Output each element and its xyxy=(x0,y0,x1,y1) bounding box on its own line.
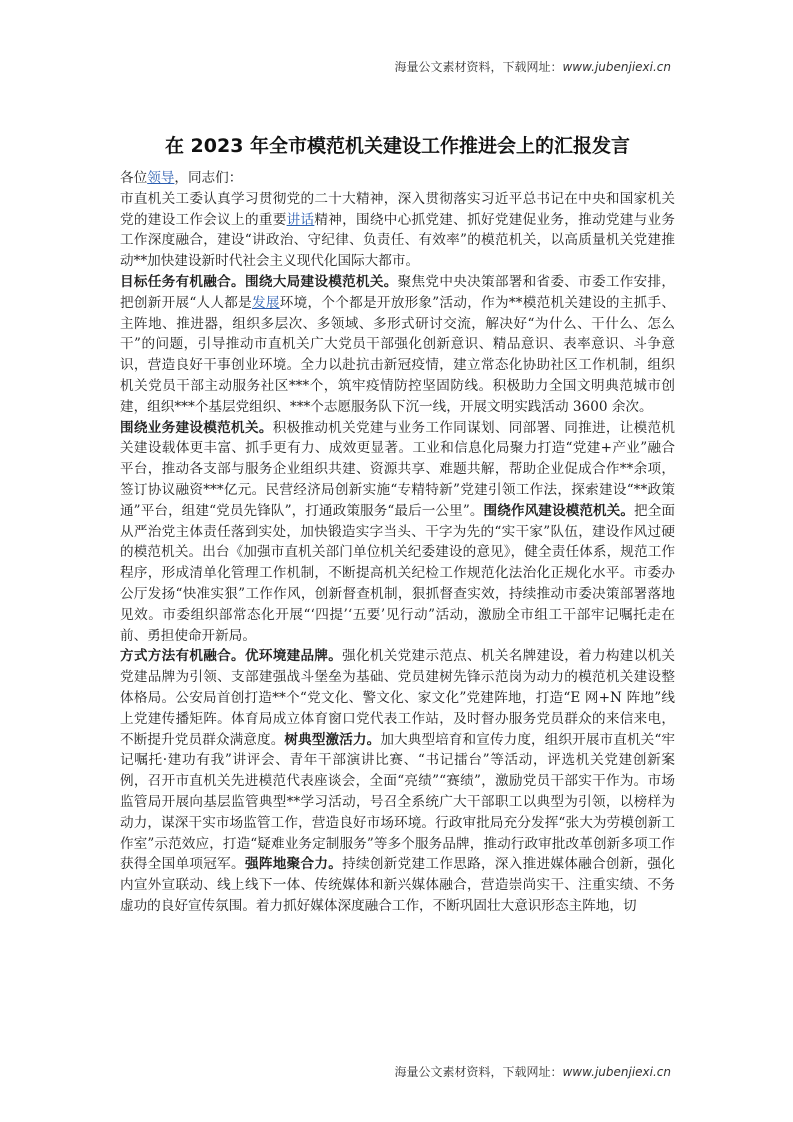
document-title: 在 2023 年全市模范机关建设工作推进会上的汇报发言 xyxy=(164,135,631,157)
footer-note-url[interactable]: www.jubenjiexi.cn xyxy=(562,1065,671,1079)
business-heading: 围绕业务建设模范机关。 xyxy=(120,419,273,436)
style-heading: 围绕作风建设模范机关。 xyxy=(483,502,635,519)
header-note-text: 海量公文素材资料，下载网址： xyxy=(394,60,563,74)
document-body xyxy=(120,128,675,917)
position-heading: 强阵地聚合力。 xyxy=(244,856,343,873)
footer-download-note xyxy=(394,1063,671,1080)
intro-text-a: 市直机关工委认真学习贯彻党的二十大精神，深入贯彻落实习近平总书记在中央和国家机关党的建设工作会议上的重要 xyxy=(120,190,675,228)
methods-heading: 方式方法有机融合。 xyxy=(120,648,245,665)
header-note-url[interactable]: www.jubenjiexi.cn xyxy=(562,60,671,74)
paragraph-methods xyxy=(120,646,675,916)
paragraph-intro xyxy=(120,189,675,272)
brand-text: 强化机关党建示范点、机关名牌建设，着力构建以机关党建品牌为引领、支部建强战斗堡垒为基础、党员建树先锋示范岗为动力的模范机关建设整体格局。公安局首创打造**个“党文化、警文化、家文化”党建阵地，打造“E 网+N 阵地”线上党建传播矩阵。体育局成立体育窗口党代表工作站，及时督办服务党员群众的来信来电，不断提升党员群众满意度。 xyxy=(120,648,676,748)
goals-text-b: 环境，个个都是开放形象”活动，作为**模范机关建设的主抓手、主阵地、推进器，组织多层次、多领域、多形式研讨交流，解决好“为什么、干什么、怎么干”的问题，引导推动市直机关广大党员干部强化创新意识、精品意识、表率意识、斗争意识，营造良好干事创业环境。全力以赴抗击新冠疫情，建立常态化协助社区工作机制，组织机关党员干部主动服务社区***个，筑牢疫情防控坚固防线。积极助力全国文明典范城市创建，组织***个基层党组织、***个志愿服务队下沉一线，开展文明实践活动 3600 余次。 xyxy=(120,294,675,415)
goals-heading: 目标任务有机融合。 xyxy=(120,273,245,290)
goals-text-a: 聚焦党中央决策部署和省委、市委工作安排，把创新开展“人人都是 xyxy=(120,273,676,311)
greeting-post: ，同志们： xyxy=(174,170,243,186)
paragraph-business xyxy=(120,418,675,647)
goals-link[interactable]: 发展 xyxy=(252,294,280,311)
goals-subheading: 围绕大局建设模范机关。 xyxy=(244,273,398,290)
greeting-link[interactable]: 领导 xyxy=(147,170,175,186)
business-text-a: 积极推动机关党建与业务工作同谋划、同部署、同推进，让模范机关建设载体更丰富、抓手更有力、成效更显著。工业和信息化局聚力打造“党建+产业”融合平台，推动各支部与服务企业组织共建、资源共享、难题共解，帮助企业促成合作**余项，签订协议融资***亿元。民营经济局创新实施“专精特新”党建引领工作法，探索建设“**政策通”平台，组建“党员先锋队”，打通政策服务“最后一公里”。 xyxy=(120,419,676,519)
intro-text-b: 精神，围绕中心抓党建、抓好党建促业务，推动党建与业务工作深度融合，建设“讲政治、守纪律、负责任、有效率”的模范机关，以高质量机关党建推动**加快建设新时代社会主义现代化国际大都市。 xyxy=(120,211,676,270)
model-text: 加大典型培育和宣传力度，组织开展市直机关“牢记嘱托·建功有我”讲评会、青年干部演讲比赛、“书记擂台”等活动，评选机关党建创新案例，召开市直机关先进模范代表座谈会，全面“亮绩”“赛绩”，激励党员干部实干作为。市场监管局开展向基层监管典型**学习活动，号召全系统广大干部职工以典型为引领，以榜样为动力，谋深干实市场监管工作，营造良好市场环境。行政审批局充分发挥“张大为劳模创新工作室”示范效应，打造“疑难业务定制服务”等多个服务品牌，推动行政审批改革创新多项工作获得全国单项冠军。 xyxy=(120,731,676,873)
style-text: 把全面从严治党主体责任落到实处，加快锻造实字当头、干字为先的“实干家”队伍，建设作风过硬的模范机关。出台《加强市直机关部门单位机关纪委建设的意见》，健全责任体系，规范工作程序，形成清单化管理工作机制，不断提高机关纪检工作规范化法治化正规化水平。市委办公厅发扬“快准实狠”工作作风，创新督查机制，狠抓督查实效，持续推动市委决策部署落地见效。市委组织部常态化开展“‘四提’‘五要’见行动”活动，激励全市组工干部牢记嘱托走在前、勇担使命开新局。 xyxy=(120,502,676,644)
greeting xyxy=(120,168,675,189)
greeting-pre: 各位 xyxy=(120,170,148,186)
paragraph-goals xyxy=(120,272,675,418)
brand-heading: 优环境建品牌。 xyxy=(244,648,343,665)
intro-link[interactable]: 讲话 xyxy=(286,211,315,228)
header-download-note xyxy=(394,58,671,75)
position-text: 持续创新党建工作思路，深入推进媒体融合创新，强化内宣外宣联动、线上线下一体、传统媒体和新兴媒体融合，营造崇尚实干、注重实绩、不务虚功的良好宣传氛围。着力抓好媒体深度融合工作，不断巩固壮大意识形态主阵地，切 xyxy=(120,856,676,914)
model-heading: 树典型激活力。 xyxy=(284,731,381,748)
footer-note-text: 海量公文素材资料，下载网址： xyxy=(394,1065,563,1079)
